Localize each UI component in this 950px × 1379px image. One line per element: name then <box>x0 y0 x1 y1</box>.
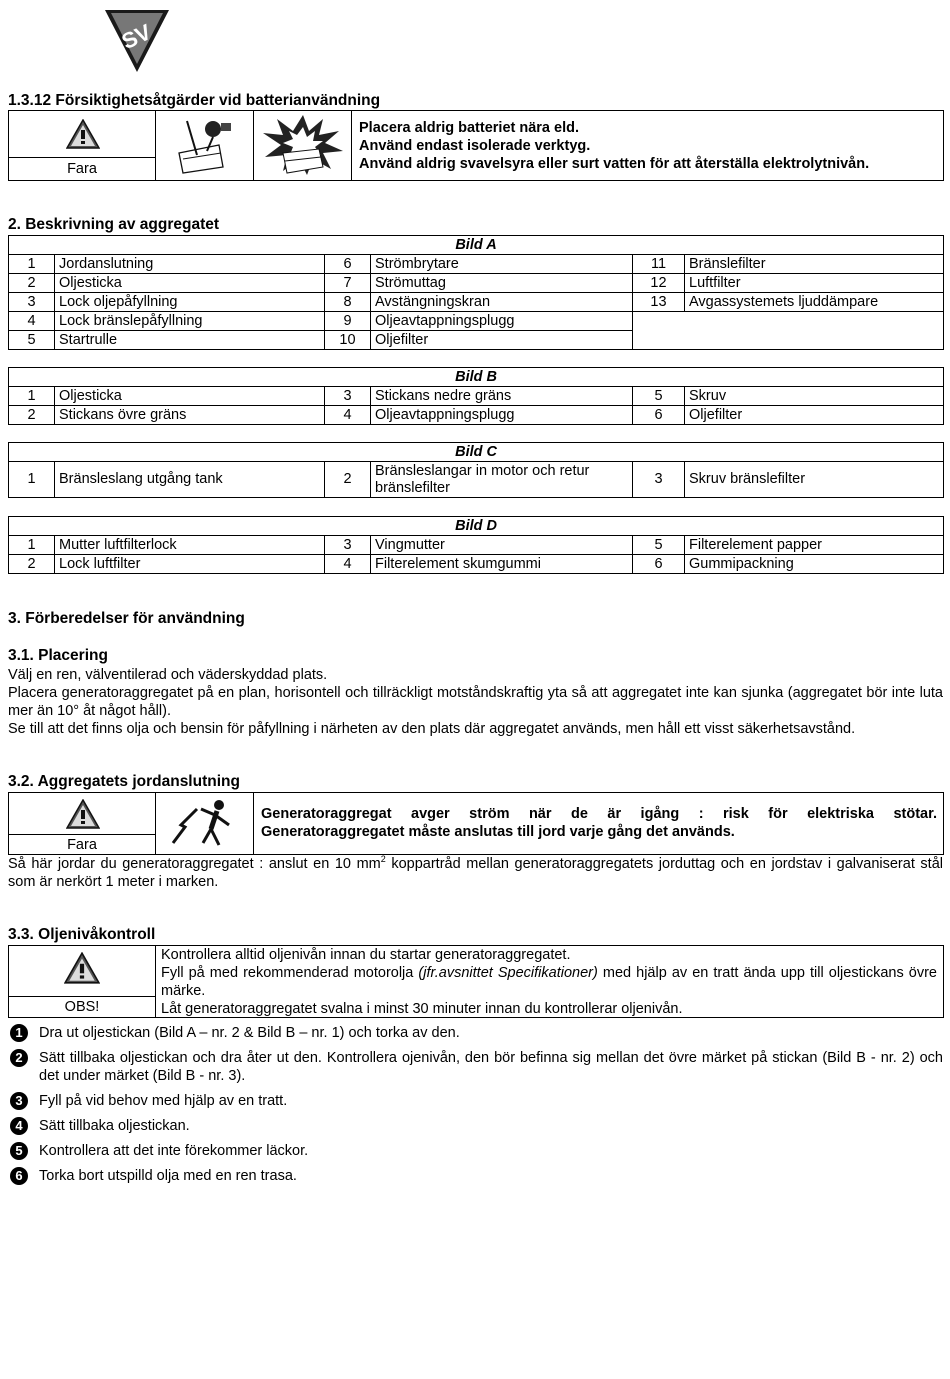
section-heading-1312: 1.3.12 Försiktighetsåtgärder vid batterianvändning <box>8 92 381 109</box>
battery-warning-text: Placera aldrig batteriet nära eld. Använd endast isolerade verktyg. Använd aldrig svavelsyra eller surt vatten för att återställa elektrolytnivån. <box>359 120 870 172</box>
bild-a-table <box>8 235 944 350</box>
svg-text:SV: SV <box>117 19 155 55</box>
bild-c-table <box>8 442 944 498</box>
warning-triangle-icon <box>66 799 100 829</box>
grounding-paragraph: Så här jordar du generatoraggregatet : anslut en 10 $mm^2$ koppartråd mellan generatoraggregatets jorduttag och en jordstav i galvaniserat stål som är nerkört 1 meter i marken. <box>8 854 943 890</box>
table-row: 3 Lock oljepåfyllning 8 Avstängningskran 13 Avgassystemets ljuddämpare <box>9 293 944 312</box>
bild-b-caption: Bild B <box>9 368 944 387</box>
battery-warning-box <box>8 110 944 181</box>
table-row: 4 Lock bränslepåfyllning 9 Oljeavtappningsplugg <box>9 312 944 331</box>
bild-b-table <box>8 367 944 425</box>
table-row: 1 Oljesticka 3 Stickans nedre gräns 5 Skruv <box>9 387 944 406</box>
danger-label: Fara <box>9 157 155 180</box>
table-row: 1 Mutter luftfilterlock 3 Vingmutter 5 Filterelement papper <box>9 536 944 555</box>
section-heading-33: 3.3. Oljenivåkontroll <box>8 926 156 943</box>
explosion-fire-icon <box>261 113 345 177</box>
section-heading-3: 3. Förberedelser för användning <box>8 610 245 627</box>
placement-paragraph-3: Se till att det finns olja och bensin för påfyllning i närheten av den plats där aggregatet används, men håll ett visst säkerhetsavstånd. <box>8 721 856 737</box>
table-row: 1 Bränsleslang utgång tank 2 Bränsleslangar in motor och retur bränslefilter 3 Skruv bränslefilter <box>9 462 944 498</box>
bild-d-caption: Bild D <box>9 517 944 536</box>
section-heading-2: 2. Beskrivning av aggregatet <box>8 216 220 233</box>
table-row: 2 Stickans övre gräns 4 Oljeavtappningsplugg 6 Oljefilter <box>9 406 944 425</box>
grounding-warning-box <box>8 792 944 855</box>
bild-d-table <box>8 516 944 574</box>
table-row: 2 Lock luftfilter 4 Filterelement skumgummi 6 Gummipackning <box>9 555 944 574</box>
placement-paragraph-2: Placera generatoraggregatet på en plan, horisontell och tillräckligt motståndskraftig yta så att aggregatet inte kan sjunka (aggregatet bör inte luta mer än 10° åt något håll). <box>8 685 943 719</box>
table-row: 5 Startrulle 10 Oljefilter <box>9 331 944 350</box>
electric-shock-icon <box>171 799 237 849</box>
section-heading-31: 3.1. Placering <box>8 647 108 664</box>
section-heading-32: 3.2. Aggregatets jordanslutning <box>8 773 240 790</box>
warning-triangle-icon <box>66 119 100 149</box>
placement-paragraph-1: Välj en ren, välventilerad och väderskyddad plats. <box>8 667 328 683</box>
grounding-warning-text: Generatoraggregat avger ström när de är igång : risk för elektriska stötar. Generatoraggregatet måste anslutas till jord varje gång det används. <box>261 806 937 840</box>
battery-tools-icon <box>173 119 237 175</box>
warning-triangle-icon <box>64 952 100 984</box>
danger-label: Fara <box>9 834 155 855</box>
oil-note-text: Kontrollera alltid oljenivån innan du startar generatoraggregatet. Fyll på med rekommenderad motorolja (jfr.avsnittet Specifikationer) med hjälp av en tratt ända upp till oljestickans övre märke. Låt generatoraggregatet svalna i minst 30 minuter innan du kontrollerar oljenivån. <box>161 947 937 1017</box>
bild-a-caption: Bild A <box>9 236 944 255</box>
company-logo <box>103 8 171 74</box>
bild-c-caption: Bild C <box>9 443 944 462</box>
note-label: OBS! <box>9 996 155 1018</box>
oil-note-box <box>8 945 944 1018</box>
table-row: 1 Jordanslutning 6 Strömbrytare 11 Bränslefilter <box>9 255 944 274</box>
table-row: 2 Oljesticka 7 Strömuttag 12 Luftfilter <box>9 274 944 293</box>
